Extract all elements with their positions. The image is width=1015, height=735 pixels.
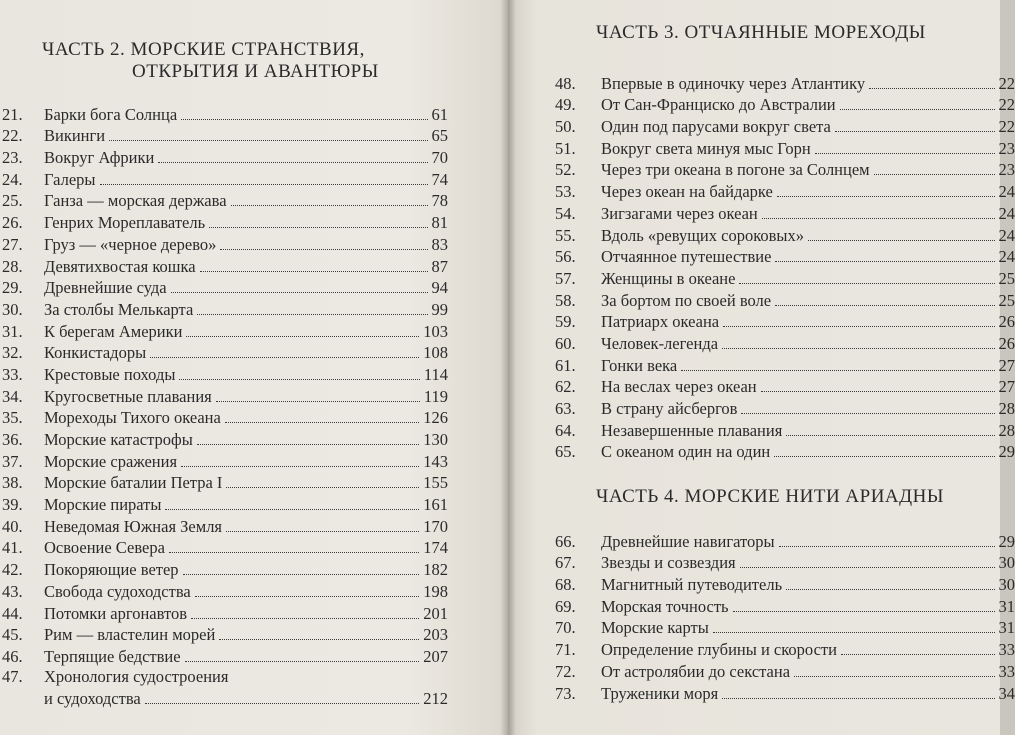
dot-leader <box>195 596 420 597</box>
dot-leader <box>739 283 994 284</box>
toc-entry <box>2 385 448 407</box>
toc-entry <box>555 573 1015 595</box>
entry-title: Через океан на байдарке <box>601 182 773 202</box>
entry-number: 34. <box>2 386 23 406</box>
entry-page: 24 <box>998 182 1015 202</box>
entry-number: 23. <box>2 148 23 168</box>
toc-entry <box>2 493 448 515</box>
part3-contents-list <box>555 72 1015 462</box>
toc-entry <box>2 320 448 342</box>
toc-entry <box>2 168 448 190</box>
toc-entry <box>2 407 448 429</box>
toc-entry <box>2 277 448 299</box>
dot-leader <box>100 184 428 185</box>
entry-number: 56. <box>555 247 576 267</box>
entry-page: 26 <box>998 333 1015 353</box>
dot-leader <box>723 326 994 327</box>
dot-leader <box>145 703 420 704</box>
part2-contents-list <box>2 103 448 711</box>
entry-title: Девятихвостая кошка <box>44 256 196 276</box>
entry-number: 61. <box>555 355 576 375</box>
entry-title: Вдоль «ревущих сороковых» <box>601 225 804 245</box>
dot-leader <box>774 456 994 457</box>
entry-title: Человек-легенда <box>601 333 719 353</box>
entry-number: 26. <box>2 213 23 233</box>
entry-number: 36. <box>2 430 23 449</box>
entry-number: 35. <box>2 408 23 428</box>
entry-number: 47. <box>2 666 23 686</box>
entry-title: Женщины в океане <box>601 268 736 288</box>
toc-entry <box>2 255 448 277</box>
toc-entry <box>2 450 448 472</box>
entry-number: 39. <box>2 495 23 515</box>
entry-page: 114 <box>423 364 448 384</box>
dot-leader <box>183 574 420 575</box>
part2-heading-line1: ЧАСТЬ 2. МОРСКИЕ СТРАНСТВИЯ, <box>42 39 365 60</box>
entry-page: 99 <box>431 299 448 319</box>
entry-number: 30. <box>2 299 23 319</box>
dot-leader <box>775 305 994 306</box>
entry-page: 143 <box>423 451 448 471</box>
dot-leader <box>713 632 995 633</box>
entry-title: Кругосветные плавания <box>44 386 212 406</box>
dot-leader <box>197 444 419 445</box>
entry-page: 70 <box>431 148 448 168</box>
entry-number: 25. <box>2 191 23 211</box>
entry-page: 65 <box>431 126 448 146</box>
entry-title: В страну айсбергов <box>601 399 738 418</box>
entry-title: С океаном один на один <box>601 442 771 462</box>
dot-leader <box>869 88 994 89</box>
toc-entry <box>2 624 448 646</box>
dot-leader <box>165 509 419 510</box>
entry-page: 126 <box>423 408 448 428</box>
entry-page: 119 <box>423 386 448 406</box>
entry-page: 108 <box>423 343 448 363</box>
dot-leader <box>226 487 419 488</box>
toc-entry <box>555 419 1015 441</box>
toc-entry <box>2 233 448 255</box>
dot-leader <box>219 639 419 640</box>
entry-number: 48. <box>555 73 576 93</box>
entry-number: 29. <box>2 278 23 298</box>
part4-contents-list <box>555 530 1015 704</box>
toc-entry <box>555 289 1015 311</box>
dot-leader <box>158 162 427 163</box>
dot-leader <box>762 218 995 219</box>
toc-entry <box>2 472 448 494</box>
entry-number: 54. <box>555 203 576 223</box>
entry-title: Ганза — морская держава <box>44 191 227 211</box>
dot-leader <box>841 654 995 655</box>
dot-leader <box>220 249 427 250</box>
entry-page: 87 <box>431 256 448 276</box>
toc-entry <box>2 298 448 320</box>
entry-title: Барки бога Солнца <box>44 104 178 124</box>
dot-leader <box>179 379 419 380</box>
dot-leader <box>225 422 419 423</box>
entry-number: 22. <box>2 126 23 146</box>
entry-number: 44. <box>2 603 23 623</box>
toc-entry <box>555 638 1015 660</box>
entry-number: 53. <box>555 182 576 202</box>
toc-entry <box>2 103 448 125</box>
toc-entry <box>555 376 1015 398</box>
dot-leader <box>109 140 427 141</box>
entry-page: 26 <box>998 312 1015 332</box>
dot-leader <box>815 153 995 154</box>
toc-entry <box>555 137 1015 159</box>
dot-leader <box>181 466 419 467</box>
entry-page: 31 <box>998 596 1015 616</box>
entry-number: 62. <box>555 377 576 397</box>
entry-number: 59. <box>555 312 576 332</box>
entry-page: 28 <box>998 420 1015 440</box>
entry-page: 161 <box>423 495 448 515</box>
dot-leader <box>874 174 995 175</box>
part2-heading-line2: ОТКРЫТИЯ И АВАНТЮРЫ <box>132 61 379 82</box>
entry-title-line2-row <box>44 689 448 709</box>
entry-title: Вокруг Африки <box>44 148 155 168</box>
entry-page: 61 <box>431 104 448 124</box>
entry-title: От Сан-Франциско до Австралии <box>601 95 836 115</box>
entry-title: Терпящие бедствие <box>44 646 181 666</box>
entry-page: 30 <box>998 553 1015 573</box>
entry-page: 27 <box>998 377 1015 397</box>
entry-number: 42. <box>2 560 23 580</box>
entry-page: 29 <box>998 442 1015 462</box>
entry-page: 83 <box>431 234 448 254</box>
entry-title: Морские сражения <box>44 451 178 471</box>
entry-number: 58. <box>555 290 576 310</box>
dot-leader <box>169 552 419 553</box>
entry-number: 28. <box>2 256 23 276</box>
dot-leader <box>216 401 420 402</box>
dot-leader <box>150 357 419 358</box>
entry-page: 33 <box>998 640 1015 660</box>
part4-heading: ЧАСТЬ 4. МОРСКИЕ НИТИ АРИАДНЫ <box>596 486 944 507</box>
entry-number: 63. <box>555 399 576 418</box>
entry-number: 57. <box>555 268 576 288</box>
entry-title: От астролябии до секстана <box>601 661 791 681</box>
entry-title-line2: и судоходства <box>44 688 141 708</box>
toc-entry <box>555 94 1015 116</box>
entry-number: 66. <box>555 531 576 551</box>
dot-leader <box>733 611 995 612</box>
entry-number: 46. <box>2 646 23 666</box>
entry-number: 65. <box>555 442 576 462</box>
entry-title: За столбы Мелькарта <box>44 299 194 319</box>
dot-leader <box>840 109 995 110</box>
entry-page: 212 <box>423 688 448 708</box>
toc-entry <box>2 211 448 233</box>
entry-title: На веслах через океан <box>601 377 757 397</box>
entry-page: 207 <box>423 646 448 666</box>
entry-page: 30 <box>998 575 1015 595</box>
entry-page: 25 <box>998 290 1015 310</box>
toc-entry <box>2 667 448 711</box>
entry-page: 198 <box>423 581 448 601</box>
toc-entry <box>555 72 1015 94</box>
entry-number: 33. <box>2 364 23 384</box>
toc-entry <box>2 146 448 168</box>
toc-entry <box>555 115 1015 137</box>
entry-page: 33 <box>998 661 1015 681</box>
entry-number: 52. <box>555 160 576 180</box>
entry-title: Отчаянное путешествие <box>601 247 772 267</box>
entry-title: Незавершенные плавания <box>601 420 783 440</box>
entry-page: 201 <box>423 603 448 623</box>
entry-page: 22 <box>998 117 1015 137</box>
entry-title: Древнейшие навигаторы <box>601 531 775 551</box>
entry-title: Груз — «черное дерево» <box>44 234 217 254</box>
toc-entry <box>2 190 448 212</box>
dot-leader <box>761 391 995 392</box>
dot-leader <box>185 661 420 662</box>
entry-title: Гонки века <box>601 355 678 375</box>
dot-leader <box>786 435 994 436</box>
entry-title: Зигзагами через океан <box>601 203 758 223</box>
toc-entry <box>2 602 448 624</box>
toc-entry <box>2 428 448 450</box>
toc-entry <box>555 441 1015 463</box>
toc-entry <box>2 645 448 667</box>
entry-page: 74 <box>431 169 448 189</box>
dot-leader <box>181 119 427 120</box>
entry-page: 31 <box>998 618 1015 638</box>
entry-title: Звезды и созвездия <box>601 553 736 573</box>
entry-number: 37. <box>2 451 23 471</box>
entry-title: Морские катастрофы <box>44 430 193 449</box>
entry-number: 55. <box>555 225 576 245</box>
entry-title: К берегам Америки <box>44 321 183 341</box>
dot-leader <box>231 205 428 206</box>
toc-entry <box>555 246 1015 268</box>
toc-entry <box>2 363 448 385</box>
entry-page: 25 <box>998 268 1015 288</box>
dot-leader <box>779 546 995 547</box>
entry-page: 103 <box>423 321 448 341</box>
entry-number: 38. <box>2 473 23 493</box>
dot-leader <box>741 413 994 414</box>
toc-entry <box>555 397 1015 419</box>
entry-number: 45. <box>2 625 23 645</box>
entry-title: Впервые в одиночку через Атлантику <box>601 73 866 93</box>
entry-number: 71. <box>555 640 576 660</box>
entry-title: Вокруг света минуя мыс Горн <box>601 138 811 158</box>
entry-title: Неведомая Южная Земля <box>44 516 223 536</box>
entry-number: 68. <box>555 575 576 595</box>
entry-title: Крестовые походы <box>44 364 176 384</box>
dot-leader <box>197 314 427 315</box>
entry-title: Викинги <box>44 126 106 146</box>
entry-page: 27 <box>998 355 1015 375</box>
dot-leader <box>171 292 428 293</box>
toc-entry <box>555 180 1015 202</box>
entry-number: 70. <box>555 618 576 638</box>
dot-leader <box>794 676 994 677</box>
entry-title: Через три океана в погоне за Солнцем <box>601 160 870 180</box>
entry-number: 69. <box>555 596 576 616</box>
entry-page: 28 <box>998 399 1015 418</box>
entry-page: 24 <box>998 247 1015 267</box>
dot-leader <box>226 531 419 532</box>
entry-title: Покоряющие ветер <box>44 560 179 580</box>
entry-title: Труженики моря <box>601 683 719 703</box>
toc-entry <box>555 530 1015 552</box>
dot-leader <box>777 196 995 197</box>
toc-entry <box>555 617 1015 639</box>
entry-number: 21. <box>2 104 23 124</box>
toc-entry <box>2 580 448 602</box>
entry-page: 23 <box>998 138 1015 158</box>
entry-title: Конкистадоры <box>44 343 147 363</box>
dot-leader <box>209 227 427 228</box>
toc-entry <box>2 342 448 364</box>
entry-title: Патриарх океана <box>601 312 720 332</box>
entry-number: 72. <box>555 661 576 681</box>
entry-page: 203 <box>423 625 448 645</box>
book-gutter <box>500 0 516 735</box>
entry-page: 34 <box>998 683 1015 703</box>
entry-title: Определение глубины и скорости <box>601 640 837 660</box>
dot-leader <box>722 348 994 349</box>
entry-page: 130 <box>423 430 448 449</box>
entry-title-wrap <box>44 667 448 709</box>
entry-page: 174 <box>423 538 448 558</box>
entry-number: 73. <box>555 683 576 703</box>
entry-page: 94 <box>431 278 448 298</box>
toc-entry <box>555 224 1015 246</box>
dot-leader <box>775 261 994 262</box>
entry-number: 60. <box>555 333 576 353</box>
entry-page: 155 <box>423 473 448 493</box>
dot-leader <box>200 271 428 272</box>
entry-page: 23 <box>998 160 1015 180</box>
part3-heading: ЧАСТЬ 3. ОТЧАЯННЫЕ МОРЕХОДЫ <box>596 22 926 43</box>
toc-entry <box>2 125 448 147</box>
dot-leader <box>186 336 419 337</box>
entry-page: 78 <box>431 191 448 211</box>
entry-page: 22 <box>998 73 1015 93</box>
dot-leader <box>808 240 995 241</box>
entry-title: Морская точность <box>601 596 729 616</box>
toc-entry <box>555 660 1015 682</box>
entry-title: Магнитный путеводитель <box>601 575 783 595</box>
entry-title: Мореходы Тихого океана <box>44 408 221 428</box>
dot-leader <box>786 589 994 590</box>
entry-number: 32. <box>2 343 23 363</box>
entry-title: Свобода судоходства <box>44 581 191 601</box>
entry-number: 50. <box>555 117 576 137</box>
toc-entry <box>555 552 1015 574</box>
entry-title: Один под парусами вокруг света <box>601 117 831 137</box>
entry-number: 64. <box>555 420 576 440</box>
toc-entry <box>555 332 1015 354</box>
entry-title: Освоение Севера <box>44 538 165 558</box>
toc-entry <box>555 595 1015 617</box>
entry-page: 22 <box>998 95 1015 115</box>
dot-leader <box>722 698 994 699</box>
entry-title: За бортом по своей воле <box>601 290 772 310</box>
entry-title: Генрих Мореплаватель <box>44 213 206 233</box>
dot-leader <box>681 370 994 371</box>
toc-entry <box>555 159 1015 181</box>
entry-number: 67. <box>555 553 576 573</box>
entry-number: 40. <box>2 516 23 536</box>
entry-title: Морские баталии Петра I <box>44 473 223 493</box>
dot-leader <box>191 618 419 619</box>
entry-title: Древнейшие суда <box>44 278 167 298</box>
entry-number: 27. <box>2 234 23 254</box>
toc-entry <box>2 515 448 537</box>
toc-entry <box>555 202 1015 224</box>
entry-page: 24 <box>998 225 1015 245</box>
entry-title: Рим — властелин морей <box>44 625 216 645</box>
toc-entry <box>555 354 1015 376</box>
dot-leader <box>740 567 995 568</box>
entry-number: 43. <box>2 581 23 601</box>
entry-page: 29 <box>998 531 1015 551</box>
toc-entry <box>555 682 1015 704</box>
dot-leader <box>835 131 995 132</box>
toc-entry <box>555 311 1015 333</box>
entry-title-line1: Хронология судостроения <box>44 666 229 686</box>
entry-number: 24. <box>2 169 23 189</box>
toc-entry <box>2 537 448 559</box>
entry-page: 182 <box>423 560 448 580</box>
entry-title: Морские карты <box>601 618 709 638</box>
entry-title: Потомки аргонавтов <box>44 603 188 623</box>
entry-page: 81 <box>431 213 448 233</box>
toc-entry <box>555 267 1015 289</box>
entry-number: 31. <box>2 321 23 341</box>
right-page <box>508 0 1015 735</box>
entry-title: Галеры <box>44 169 96 189</box>
entry-number: 49. <box>555 95 576 115</box>
entry-number: 51. <box>555 138 576 158</box>
entry-number: 41. <box>2 538 23 558</box>
entry-title: Морские пираты <box>44 495 162 515</box>
entry-page: 170 <box>423 516 448 536</box>
entry-page: 24 <box>998 203 1015 223</box>
toc-entry <box>2 558 448 580</box>
